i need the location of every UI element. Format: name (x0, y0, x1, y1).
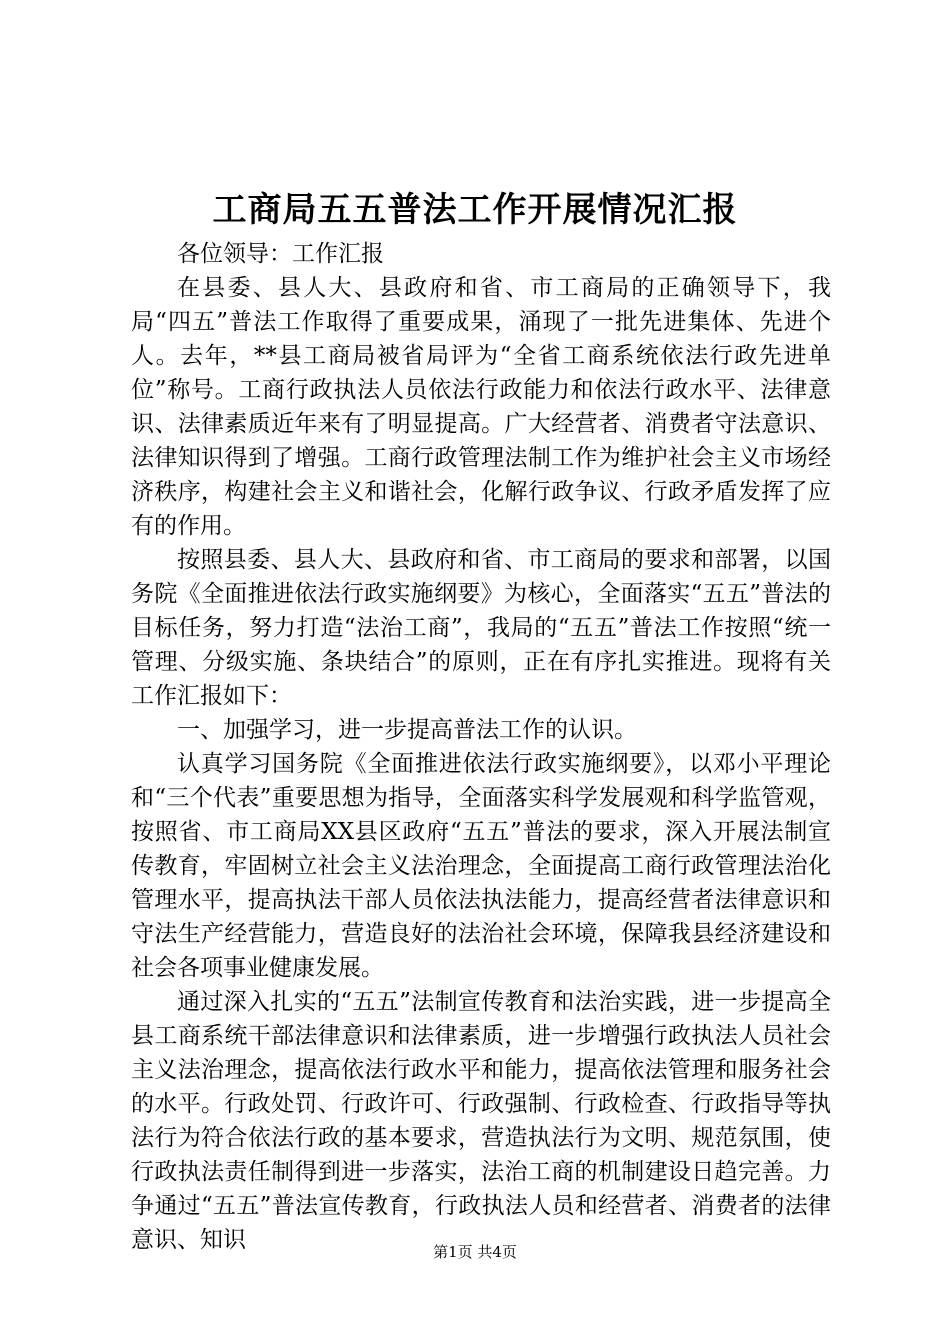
document-body (131, 237, 831, 1257)
body-paragraph: 认真学习国务院《全面推进依法行政实施纲要》，以邓小平理论和“三个代表”重要思想为指导，全面落实科学发展观和科学监管观，按照省、市工商局XX县区政府“五五”普法的要求，深入开展法制宣传教育，牢固树立社会主义法治理念，全面提高工商行政管理法治化管理水平，提高执法干部人员依法执法能力，提高经营者法律意识和守法生产经营能力，营造良好的法治社会环境，保障我县经济建设和社会各项事业健康发展。 (131, 751, 831, 981)
body-paragraph: 通过深入扎实的“五五”法制宣传教育和法治实践，进一步提高全县工商系统干部法律意识和法律素质，进一步增强行政执法人员社会主义法治理念，提高依法行政水平和能力，提高依法管理和服务社会的水平。行政处罚、行政许可、行政强制、行政检查、行政指导等执法行为符合依法行政的基本要求，营造执法行为文明、规范氛围，使行政执法责任制得到进一步落实，法治工商的机制建设日趋完善。力争通过“五五”普法宣传教育，行政执法人员和经营者、消费者的法律意识、知识 (131, 989, 831, 1253)
body-paragraph: 在县委、县人大、县政府和省、市工商局的正确领导下，我局“四五”普法工作取得了重要成果，涌现了一批先进集体、先进个人。去年，**县工商局被省局评为“全省工商系统依法行政先进单位”称号。工商行政执法人员依法行政能力和依法行政水平、法律意识、法律素质近年来有了明显提高。广大经营者、消费者守法意识、法律知识得到了增强。工商行政管理法制工作为维护社会主义市场经济秩序，构建社会主义和谐社会，化解行政争议、行政矛盾发挥了应有的作用。 (131, 275, 831, 539)
document-title: 工商局五五普法工作开展情况汇报 (212, 190, 738, 230)
body-paragraph: 按照县委、县人大、县政府和省、市工商局的要求和部署，以国务院《全面推进依法行政实施纲要》为核心，全面落实“五五”普法的目标任务，努力打造“法治工商”，我局的“五五”普法工作按照“统一管理、分级实施、条块结合”的原则，正在有序扎实推进。现将有关工作汇报如下： (131, 547, 831, 709)
salutation-paragraph: 各位领导：工作汇报 (177, 241, 384, 267)
page-number-footer: 第1页 共4页 (433, 1243, 517, 1261)
section-heading: 一、加强学习，进一步提高普法工作的认识。 (177, 717, 637, 743)
